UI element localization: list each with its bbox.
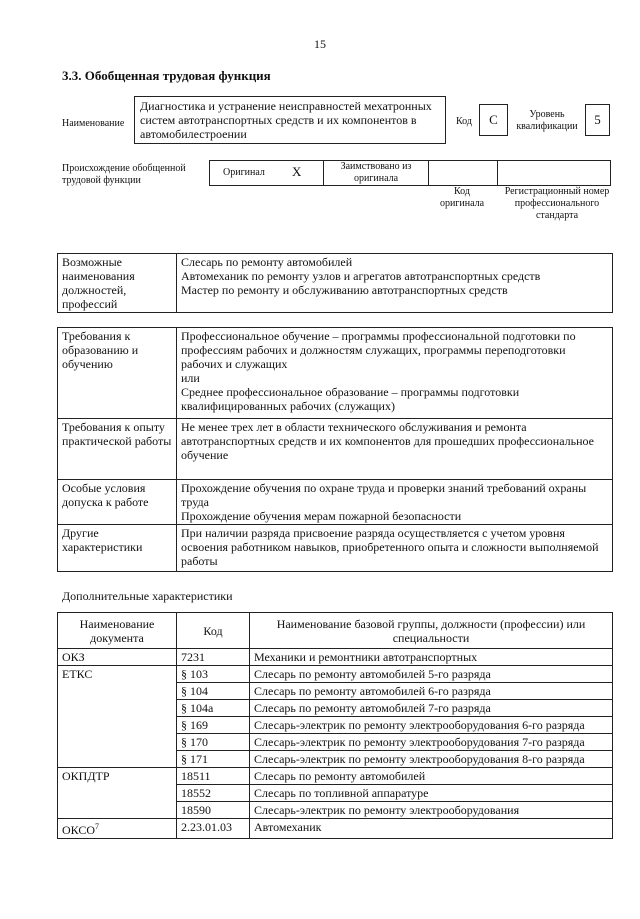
admission-line: Прохождение обучения мерам пожарной безопасности <box>181 509 462 523</box>
name-cell: Автомеханик <box>250 819 613 839</box>
borrowed-label: Заимствовано из оригинала <box>340 161 412 184</box>
code-label: Код <box>456 116 472 127</box>
education-line: или <box>181 371 200 385</box>
additional-title: Дополнительные характеристики <box>62 589 233 603</box>
name-label: Наименование <box>62 118 125 129</box>
doc-okz: ОКЗ <box>58 649 177 666</box>
name-cell: Слесарь по ремонту автомобилей 6-го разряда <box>250 683 613 700</box>
section-title: 3.3. Обобщенная трудовая функция <box>62 68 271 83</box>
doc-okso <box>58 819 177 839</box>
level-box <box>585 104 610 136</box>
name-cell: Механики и ремонтники автотранспортных <box>250 649 613 666</box>
name-cell: Слесарь по топливной аппаратуре <box>250 785 613 802</box>
code-value: C <box>489 112 498 127</box>
code-cell: § 103 <box>177 666 250 683</box>
code-cell: § 104 <box>177 683 250 700</box>
doc-okpdtr: ОКПДТР <box>58 768 177 819</box>
requirements-table <box>57 327 613 572</box>
positions-values <box>177 254 613 313</box>
code-cell: 2.23.01.03 <box>177 819 250 839</box>
name-cell: Слесарь-электрик по ремонту электрооборудования <box>250 802 613 819</box>
position-item: Автомеханик по ремонту узлов и агрегатов автотранспортных средств <box>181 269 541 283</box>
position-item: Мастер по ремонту и обслуживанию автотранспортных средств <box>181 283 508 297</box>
code-cell: 18552 <box>177 785 250 802</box>
positions-table <box>57 253 613 313</box>
code-cell: § 170 <box>177 734 250 751</box>
function-name: Диагностика и устранение неисправностей мехатронных систем автотранспортных средств и их компонентов в автомобилестроении <box>140 99 432 141</box>
education-line: Среднее профессиональное образование – программы подготовки квалифицированных рабочих (служащих) <box>181 385 520 413</box>
header-name: Наименование базовой группы, должности (профессии) или специальности <box>250 613 613 649</box>
header-code: Код <box>177 613 250 649</box>
name-cell: Слесарь-электрик по ремонту электрооборудования 7-го разряда <box>250 734 613 751</box>
additional-table <box>57 612 613 839</box>
education-values <box>177 328 613 419</box>
experience-label: Требования к опыту практической работы <box>58 419 177 480</box>
code-cell: 18511 <box>177 768 250 785</box>
other-label: Другие характеристики <box>58 525 177 572</box>
name-cell: Слесарь по ремонту автомобилей <box>250 768 613 785</box>
education-line: Профессиональное обучение – программы профессиональной подготовки по профессиям рабочих и должностям служащих, программы переподготовки рабочих и служащих <box>181 329 576 371</box>
name-cell: Слесарь-электрик по ремонту электрооборудования 8-го разряда <box>250 751 613 768</box>
positions-label: Возможные наименования должностей, профессий <box>58 254 177 313</box>
level-value: 5 <box>594 112 601 127</box>
admission-values <box>177 480 613 525</box>
level-label: Уровень квалификации <box>516 109 578 132</box>
name-cell: Слесарь-электрик по ремонту электрооборудования 6-го разряда <box>250 717 613 734</box>
doc-etks: ЕТКС <box>58 666 177 768</box>
code-cell: § 169 <box>177 717 250 734</box>
footnote-ref: 7 <box>95 822 100 831</box>
original-mark: X <box>292 164 302 179</box>
admission-label: Особые условия допуска к работе <box>58 480 177 525</box>
code-cell: 18590 <box>177 802 250 819</box>
position-item: Слесарь по ремонту автомобилей <box>181 255 353 269</box>
other-value: При наличии разряда присвоение разряда осуществляется с учетом уровня освоения работником навыков, приобретенного опыта и сложности выполняемой работы <box>177 525 613 572</box>
header-doc: Наименование документа <box>58 613 177 649</box>
code-cell: 7231 <box>177 649 250 666</box>
name-cell: Слесарь по ремонту автомобилей 5-го разряда <box>250 666 613 683</box>
page-number: 15 <box>314 37 326 51</box>
name-value-box <box>134 96 446 144</box>
original-label: Оригинал <box>223 167 265 178</box>
code-original-caption: Код оригинала <box>439 186 485 209</box>
code-box <box>479 104 508 136</box>
education-label: Требования к образованию и обучению <box>58 328 177 419</box>
origin-label: Происхождение обобщенной трудовой функции <box>62 163 186 186</box>
code-cell: § 104a <box>177 700 250 717</box>
name-cell: Слесарь по ремонту автомобилей 7-го разряда <box>250 700 613 717</box>
doc-okso-name: ОКСО <box>62 823 96 837</box>
experience-value: Не менее трех лет в области технического обслуживания и ремонта автотранспортных средств и их компонентов для прошедших профессиональное обучение <box>177 419 613 480</box>
admission-line: Прохождение обучения по охране труда и проверки знаний требований охраны труда <box>181 481 587 509</box>
code-cell: § 171 <box>177 751 250 768</box>
reg-number-caption: Регистрационный номер профессионального стандарта <box>504 186 610 221</box>
